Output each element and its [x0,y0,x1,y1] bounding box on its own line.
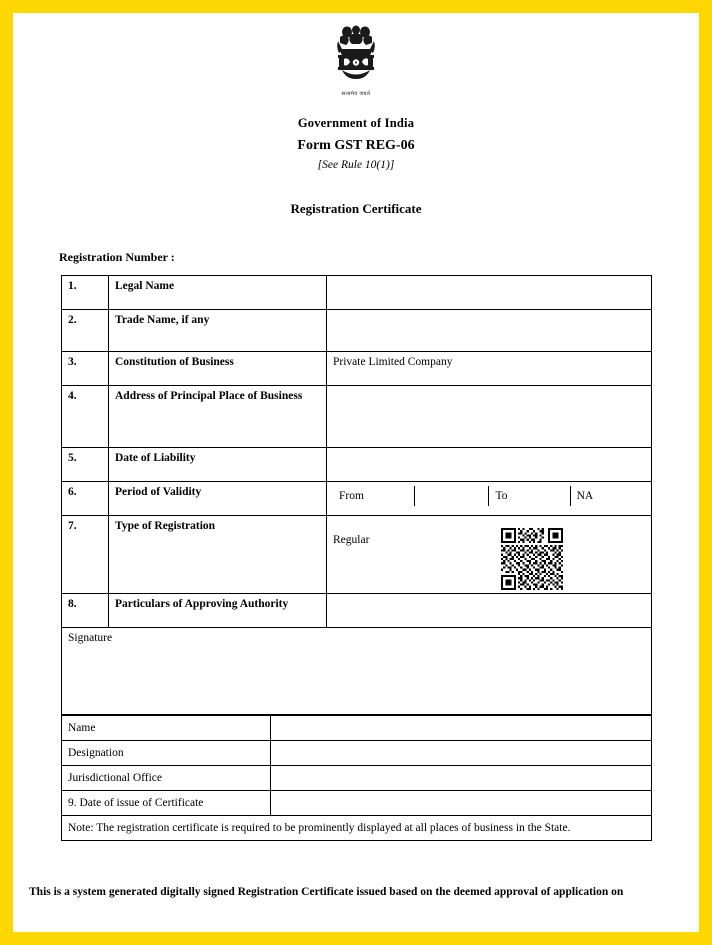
details-table [61,275,652,715]
row-value [327,276,652,310]
row-label: Constitution of Business [109,352,327,386]
period-subtable [333,486,645,506]
row-label: Date of Liability [109,448,327,482]
note-text: Note: The registration certificate is required to be prominently displayed at all places of business in the State. [62,816,652,841]
row-label: Period of Validity [109,482,327,516]
row-number: 8. [62,594,109,628]
footer-value [271,791,652,816]
certificate-title: Registration Certificate [290,201,422,216]
footer-value [271,766,652,791]
emblem-motto: सत्यमेव जयते [341,92,371,97]
row-value [327,386,652,448]
period-to-label: To [489,486,570,506]
certificate-page [13,13,699,932]
row-number: 3. [62,352,109,386]
form-title: Form GST REG-06 [297,138,415,153]
qr-code [501,528,563,590]
table-row [62,766,652,791]
document-header [13,116,699,217]
period-of-validity-cell [327,482,652,516]
national-emblem-icon [330,21,382,99]
signature-cell: Signature [62,628,652,715]
footer-table [61,715,652,841]
gov-title: Government of India [297,116,415,130]
row-value [327,310,652,352]
table-row-period [62,482,652,516]
row-number: 6. [62,482,109,516]
row-label: Particulars of Approving Authority [109,594,327,628]
row-value: Private Limited Company [327,352,652,386]
period-from-label: From [339,490,364,502]
table-row [62,310,652,352]
period-from-value [414,486,489,506]
row-value [327,448,652,482]
type-of-registration-value: Regular [333,534,370,546]
table-row [62,352,652,386]
footer-label: Designation [62,741,271,766]
table-row [62,516,652,594]
row-label: Type of Registration [109,516,327,594]
row-number: 4. [62,386,109,448]
table-row [62,791,652,816]
row-number: 7. [62,516,109,594]
emblem-container [13,13,699,100]
table-row [62,448,652,482]
footer-value [271,716,652,741]
footer-label: Name [62,716,271,741]
note-row [62,816,652,841]
footer-label: Jurisdictional Office [62,766,271,791]
row-label: Address of Principal Place of Business [109,386,327,448]
table-row [62,741,652,766]
period-to-value: NA [570,486,645,506]
row-value-with-qr [327,516,652,594]
row-label: Trade Name, if any [109,310,327,352]
row-number: 5. [62,448,109,482]
table-row [62,716,652,741]
footer-label: 9. Date of issue of Certificate [62,791,271,816]
table-row [62,276,652,310]
row-number: 2. [62,310,109,352]
row-number: 1. [62,276,109,310]
footer-value [271,741,652,766]
table-row [62,386,652,448]
rule-reference: [See Rule 10(1)] [317,159,395,171]
registration-number-label: Registration Number : [59,250,175,264]
row-value [327,594,652,628]
signature-row [62,628,652,715]
row-label: Legal Name [109,276,327,310]
table-row [62,594,652,628]
bottom-note: This is a system generated digitally signed Registration Certificate issued based on the deemed approval of application on [29,886,624,898]
